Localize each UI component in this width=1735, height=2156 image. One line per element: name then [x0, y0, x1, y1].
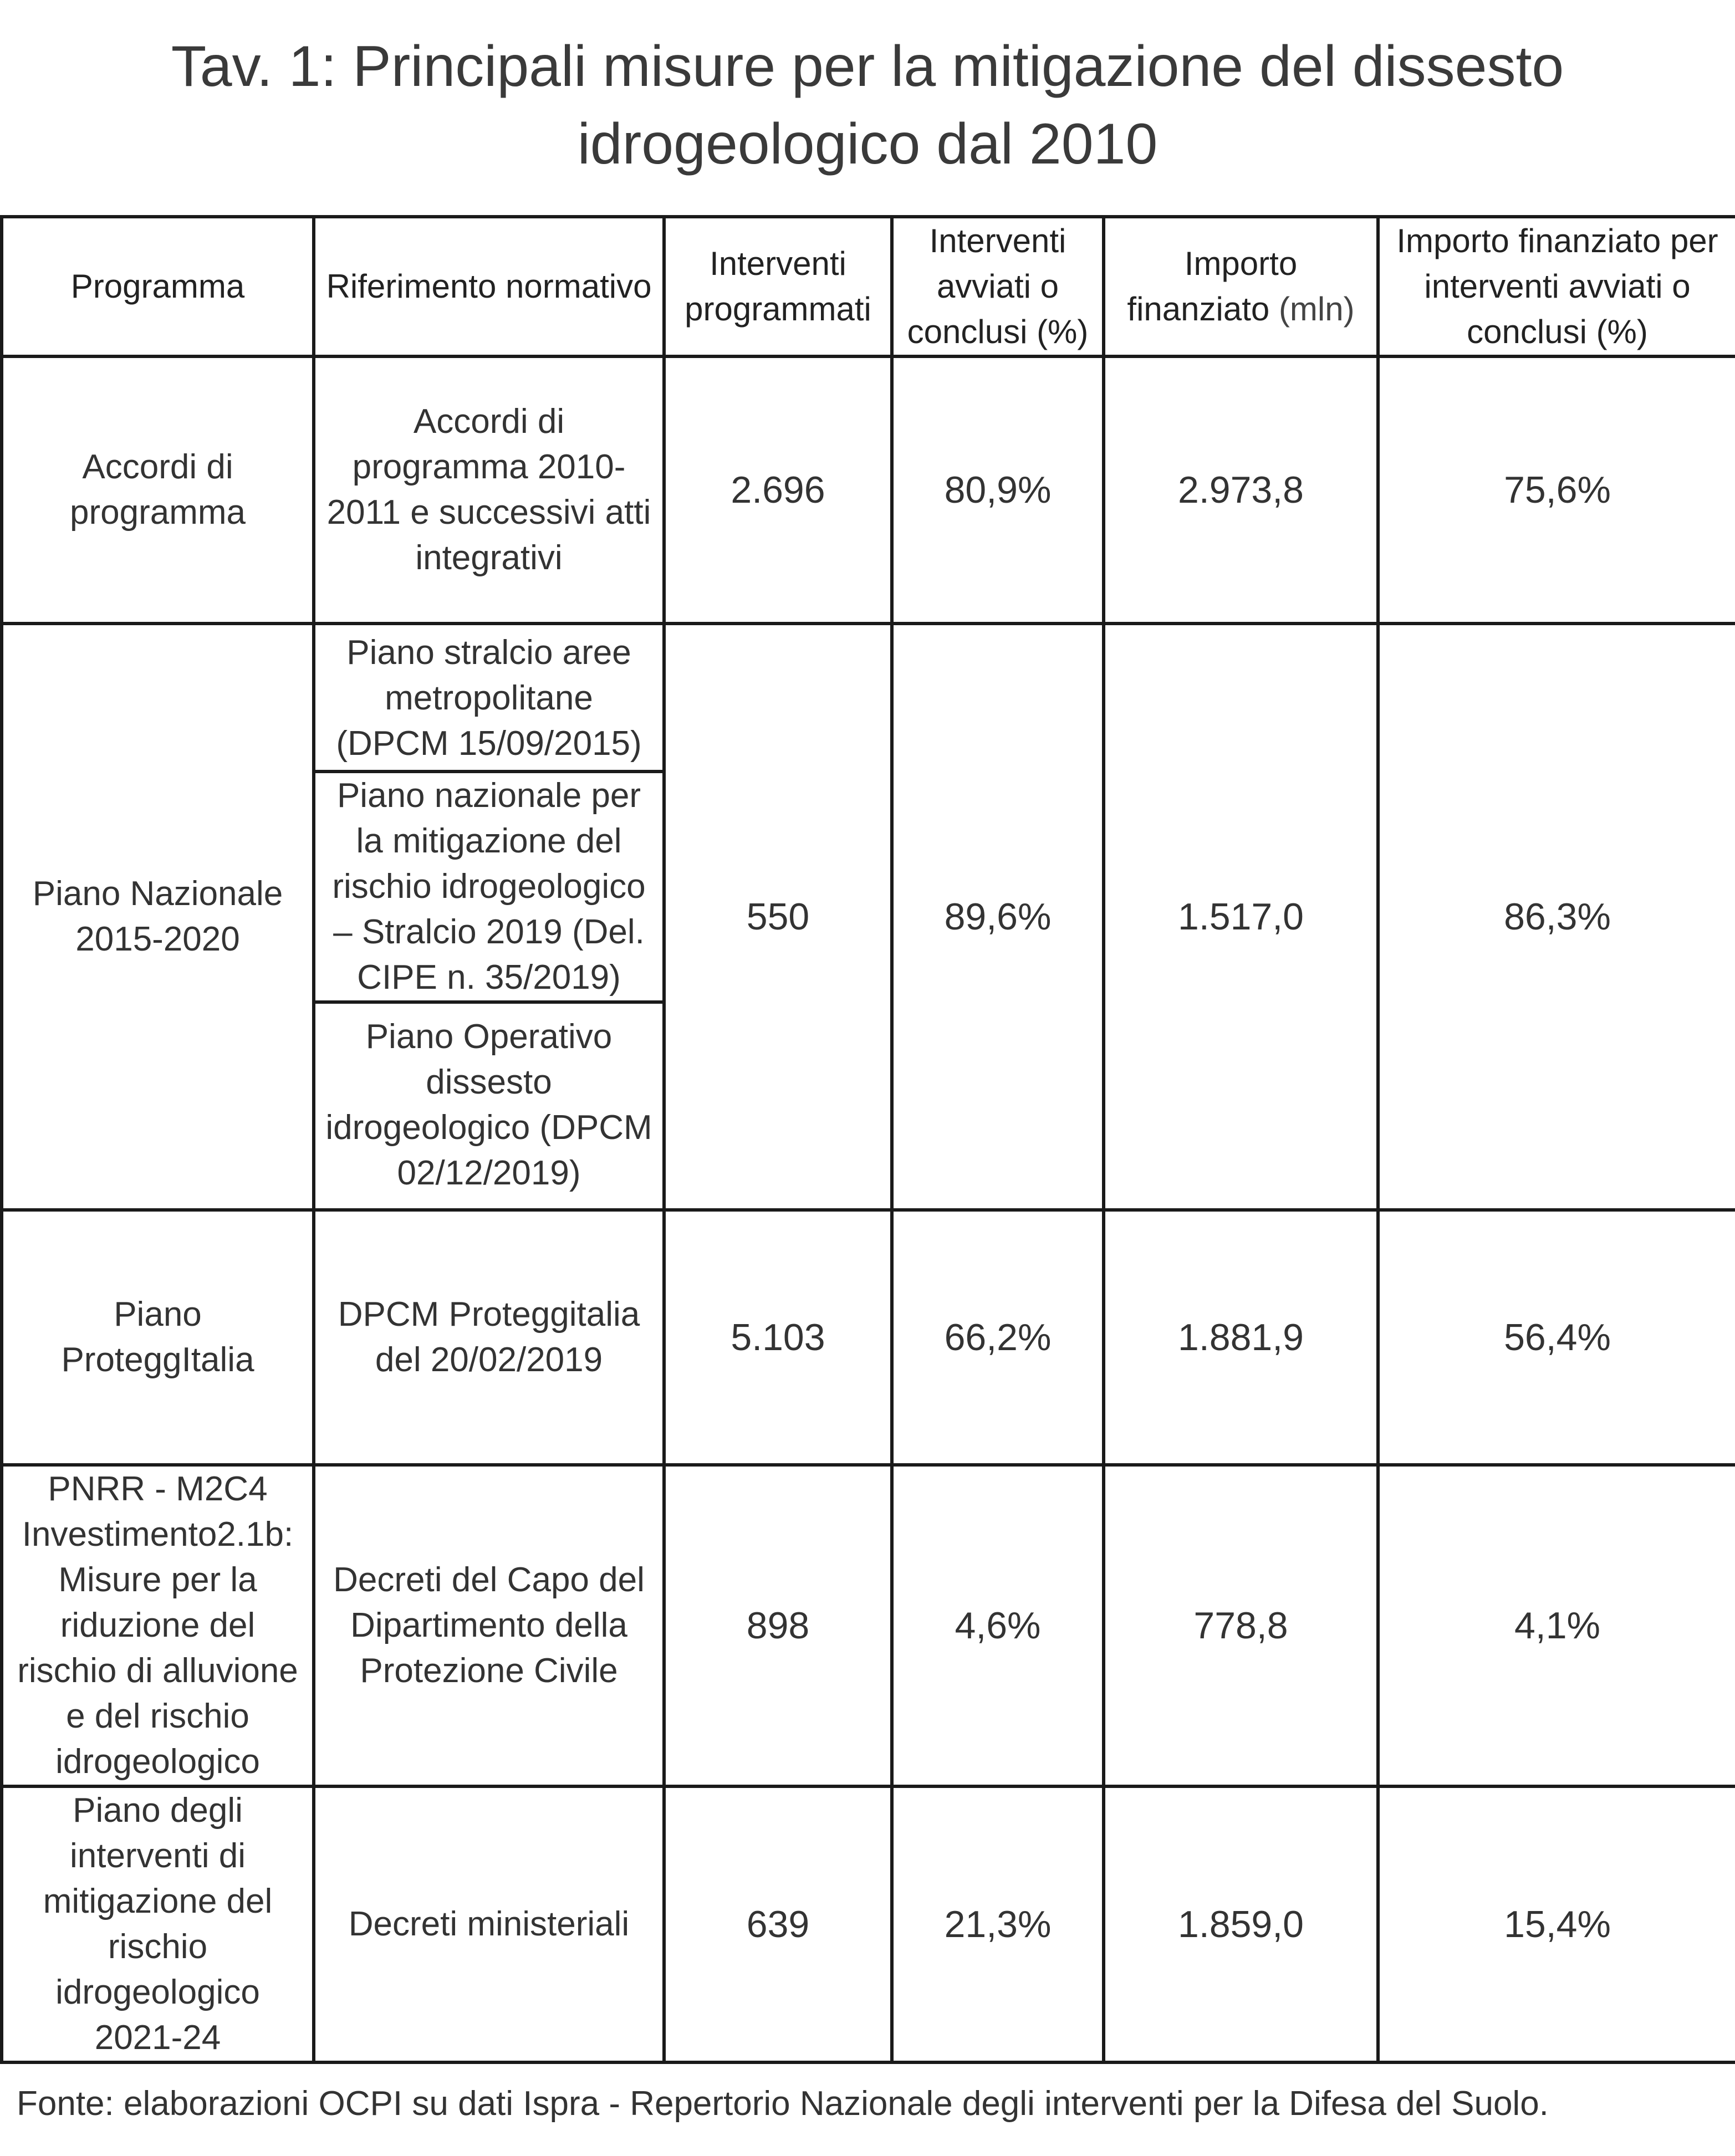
- cell-interventi-avviati: 89,6%: [892, 624, 1104, 1210]
- cell-importo-avviati: 75,6%: [1378, 356, 1735, 624]
- cell-interventi-programmati: 550: [664, 624, 892, 1210]
- table-row: [2, 1465, 1735, 1786]
- cell-interventi-avviati: 66,2%: [892, 1210, 1104, 1465]
- header-interventi-avviati: Interventi avviati o conclusi (%): [892, 217, 1104, 356]
- table-row: [2, 356, 1735, 624]
- title-line-2: idrogeologico dal 2010: [577, 112, 1158, 176]
- cell-importo-finanziato: 1.859,0: [1104, 1786, 1378, 2062]
- cell-importo-avviati: 86,3%: [1378, 624, 1735, 1210]
- title-line-1: Tav. 1: Principali misure per la mitigazione del dissesto: [171, 34, 1564, 99]
- header-interventi-programmati: Interventi programmati: [664, 217, 892, 356]
- cell-riferimento: Accordi di programma 2010-2011 e successivi atti integrativi: [314, 356, 664, 624]
- header-programma: Programma: [2, 217, 314, 356]
- cell-importo-avviati: 56,4%: [1378, 1210, 1735, 1465]
- header-riferimento: Riferimento normativo: [314, 217, 664, 356]
- header-row: [2, 217, 1735, 356]
- header-importo-avviati: Importo finanziato per interventi avviati o conclusi (%): [1378, 217, 1735, 356]
- cell-interventi-programmati: 898: [664, 1465, 892, 1786]
- cell-riferimento-group: [314, 624, 664, 1210]
- cell-riferimento: Decreti ministeriali: [314, 1786, 664, 2062]
- cell-programma: Piano degli interventi di mitigazione del rischio idrogeologico 2021-24: [2, 1786, 314, 2062]
- cell-programma: Piano ProteggItalia: [2, 1210, 314, 1465]
- cell-programma: PNRR - M2C4 Investimento2.1b: Misure per la riduzione del rischio di alluvione e del rischio idrogeologico: [2, 1465, 314, 1786]
- header-importo-finanziato-label: Importo finanziato: [1127, 245, 1298, 328]
- table-row: [2, 624, 1735, 1210]
- cell-riferimento: Piano Operativo dissesto idrogeologico (DPCM 02/12/2019): [315, 1000, 662, 1207]
- cell-interventi-programmati: 2.696: [664, 356, 892, 624]
- cell-interventi-avviati: 4,6%: [892, 1465, 1104, 1786]
- cell-riferimento: DPCM Proteggitalia del 20/02/2019: [314, 1210, 664, 1465]
- page-title: [0, 28, 1735, 183]
- cell-importo-avviati: 15,4%: [1378, 1786, 1735, 2062]
- cell-importo-finanziato: 1.881,9: [1104, 1210, 1378, 1465]
- cell-riferimento: Piano stralcio aree metropolitane (DPCM 15/09/2015): [336, 633, 642, 763]
- source-note: Fonte: elaborazioni OCPI su dati Ispra - Repertorio Nazionale degli interventi per la Difesa del Suolo.: [17, 2085, 1549, 2123]
- cell-importo-avviati: 4,1%: [1378, 1465, 1735, 1786]
- header-importo-finanziato: [1104, 217, 1378, 356]
- cell-programma: Accordi di programma: [2, 356, 314, 624]
- cell-interventi-programmati: 639: [664, 1786, 892, 2062]
- cell-riferimento: Piano nazionale per la mitigazione del rischio idrogeologico – Stralcio 2019 (Del. CIPE n. 35/2019): [315, 770, 662, 1000]
- cell-importo-finanziato: 1.517,0: [1104, 624, 1378, 1210]
- cell-interventi-programmati: 5.103: [664, 1210, 892, 1465]
- cell-importo-finanziato: 778,8: [1104, 1465, 1378, 1786]
- table-row: [2, 1786, 1735, 2062]
- header-importo-finanziato-unit: (mln): [1278, 290, 1355, 328]
- cell-programma: Piano Nazionale 2015-2020: [2, 624, 314, 1210]
- cell-importo-finanziato: 2.973,8: [1104, 356, 1378, 624]
- table-row: [2, 1210, 1735, 1465]
- cell-interventi-avviati: 80,9%: [892, 356, 1104, 624]
- measures-table: [0, 215, 1735, 2064]
- cell-interventi-avviati: 21,3%: [892, 1786, 1104, 2062]
- cell-riferimento: Decreti del Capo del Dipartimento della Protezione Civile: [314, 1465, 664, 1786]
